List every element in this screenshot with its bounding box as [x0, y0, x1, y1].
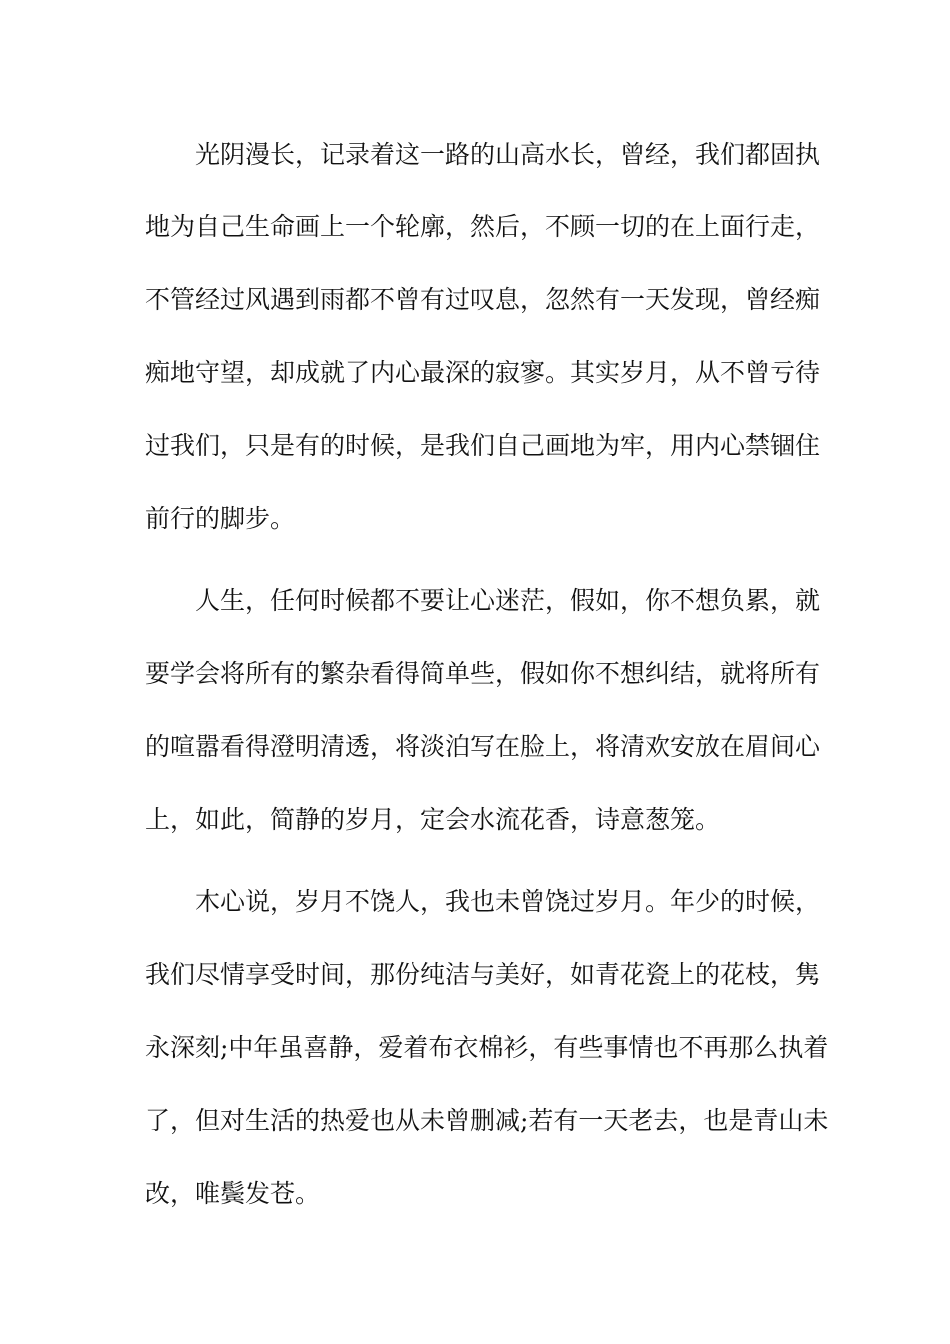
paragraph-2-line-3: 的喧嚣看得澄明清透，将淡泊写在脸上，将清欢安放在眉间心	[145, 732, 821, 761]
paragraph-3-line-4: 了，但对生活的热爱也从未曾删减;若有一天老去，也是青山未	[145, 1106, 829, 1135]
paragraph-1-line-2: 地为自己生命画上一个轮廓，然后，不顾一切的在上面行走，	[145, 212, 821, 241]
paragraph-1-line-5: 过我们，只是有的时候，是我们自己画地为牢，用内心禁锢住	[145, 431, 821, 460]
paragraph-1-line-3: 不管经过风遇到雨都不曾有过叹息，忽然有一天发现，曾经痴	[145, 285, 821, 314]
paragraph-1-line-4: 痴地守望，却成就了内心最深的寂寥。其实岁月，从不曾亏待	[145, 358, 821, 387]
paragraph-1-line-6: 前行的脚步。	[145, 504, 296, 533]
paragraph-3-line-5: 改，唯鬓发苍。	[145, 1179, 321, 1208]
paragraph-2-line-4: 上，如此，简静的岁月，定会水流花香，诗意葱笼。	[145, 805, 721, 834]
paragraph-1-line-1: 光阴漫长，记录着这一路的山高水长，曾经，我们都固执	[195, 140, 821, 169]
paragraph-2-line-1: 人生，任何时候都不要让心迷茫，假如，你不想负累，就	[195, 586, 821, 615]
paragraph-3-line-1: 木心说，岁月不饶人，我也未曾饶过岁月。年少的时候，	[195, 887, 821, 916]
paragraph-2-line-2: 要学会将所有的繁杂看得简单些，假如你不想纠结，就将所有	[145, 659, 821, 688]
paragraph-3-line-2: 我们尽情享受时间，那份纯洁与美好，如青花瓷上的花枝，隽	[145, 960, 821, 989]
paragraph-3-line-3: 永深刻;中年虽喜静，爱着布衣棉衫，有些事情也不再那么执着	[145, 1033, 829, 1062]
